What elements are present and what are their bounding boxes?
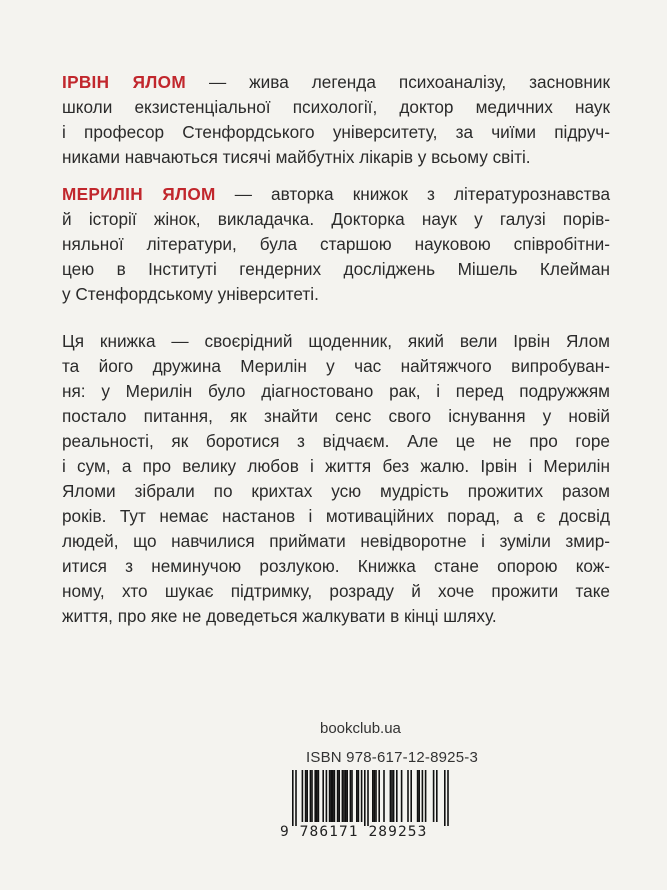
barcode-bar	[332, 770, 334, 822]
barcode-bar	[422, 770, 424, 822]
barcode-bar	[337, 770, 339, 822]
barcode-bar	[447, 770, 449, 826]
barcode-bar	[401, 770, 403, 822]
bio-line: школи екзистенціальної психології, доктор медичних наук	[62, 97, 610, 117]
book-description	[62, 329, 610, 629]
barcode-bar	[329, 770, 331, 822]
barcode-bar	[417, 770, 419, 822]
barcode-bar	[393, 770, 395, 822]
barcode-bar	[425, 770, 427, 822]
barcode-bar	[396, 770, 398, 822]
barcode-bar	[358, 770, 360, 822]
description-line: і сум, а про велику любов і життя без жалю. Ірвін і Мерилін	[62, 456, 610, 476]
barcode-bar	[306, 770, 308, 822]
bio-line: й історії жінок, викладачка. Докторка наук у галузі порів-	[62, 209, 610, 229]
barcode-bar	[372, 770, 374, 822]
barcode-bar	[367, 770, 369, 826]
barcode-bar	[361, 770, 363, 822]
barcode-bar	[433, 770, 435, 822]
barcode-bar	[338, 770, 340, 822]
description-line: постало питання, як знайти сенс свого існування у новій	[62, 406, 610, 426]
barcode-bar	[391, 770, 393, 822]
barcode-bar	[330, 770, 332, 822]
barcode-bar	[295, 770, 297, 826]
description-line: та його дружина Мерилін у час найтяжчого випробуван-	[62, 356, 610, 376]
barcode-bar	[383, 770, 385, 822]
barcode-bar	[390, 770, 392, 822]
bio-line: цею в Інституті гендерних досліджень Мішель Клейман	[62, 259, 610, 279]
barcode-bar	[311, 770, 313, 822]
barcode-bar	[364, 770, 366, 826]
barcode-bar	[378, 770, 380, 822]
bio-line: у Стенфордському університеті.	[62, 284, 319, 304]
bio-line: — жива легенда психоаналізу, засновник	[185, 72, 610, 92]
description-line: Яломи зібрали по крихтах усю мудрість прожитих разом	[62, 481, 610, 501]
description-line: людей, що навчилися приймати невідворотне і зуміли змир-	[62, 531, 610, 551]
author-name-irvin: ІРВІН ЯЛОМ	[62, 72, 186, 92]
barcode-bar	[305, 770, 307, 822]
author-name-marilyn: МЕРИЛІН ЯЛОМ	[62, 184, 216, 204]
bio-line: — авторка книжок з літературознавства	[215, 184, 611, 204]
barcode-bar	[436, 770, 438, 822]
bio-line: никами навчаються тисячі майбутніх лікарів у всьому світі.	[62, 147, 531, 167]
publisher-website: bookclub.ua	[320, 720, 401, 737]
barcode-bar	[322, 770, 324, 822]
barcode-bar	[316, 770, 318, 822]
bio-line: і професор Стенфордського університету, за чиїми підруч-	[62, 122, 610, 142]
barcode-bar	[375, 770, 377, 822]
barcode-bar	[326, 770, 328, 822]
description-line: Ця книжка — своєрідний щоденник, який вели Ірвін Ялом	[62, 331, 610, 351]
isbn-label: ISBN 978-617-12-8925-3	[306, 749, 479, 766]
description-line: ному, хто шукає підтримку, розраду й хоче прожити таке	[62, 581, 610, 601]
author-bio-irvin	[62, 70, 610, 170]
barcode-bar	[310, 770, 312, 822]
description-line: років. Тут немає настанов і мотиваційних порад, а є досвід	[62, 506, 610, 526]
barcode-bar	[343, 770, 345, 822]
barcode-bar	[350, 770, 352, 822]
barcode-bar	[292, 770, 294, 826]
barcode-bar	[345, 770, 347, 822]
barcode-bar	[374, 770, 376, 822]
description-line: итися з неминучою розлукою. Книжка стане опорою кож-	[62, 556, 610, 576]
barcode-bar	[334, 770, 336, 822]
barcode-bar	[351, 770, 353, 822]
barcode-bar	[407, 770, 409, 822]
barcode-bar	[410, 770, 412, 822]
description-line: ня: у Мерилін було діагностовано рак, і перед подружжям	[62, 381, 610, 401]
barcode-bar	[444, 770, 446, 826]
barcode-bar	[302, 770, 304, 822]
barcode	[290, 770, 458, 826]
barcode-digits: 9 786171 289253	[280, 824, 428, 840]
description-line: реальності, як боротися з відчаєм. Але це не про горе	[62, 431, 610, 451]
barcode-bar	[346, 770, 348, 822]
barcode-bar	[342, 770, 344, 822]
barcode-bar	[314, 770, 316, 822]
author-bio-marilyn	[62, 182, 610, 307]
barcode-bar	[356, 770, 358, 822]
barcode-bar	[418, 770, 420, 822]
bio-line: няльної літератури, була старшою науковою співробітни-	[62, 234, 610, 254]
description-line: життя, про яке не доведеться жалкувати в кінці шляху.	[62, 606, 497, 626]
barcode-bar	[318, 770, 320, 822]
